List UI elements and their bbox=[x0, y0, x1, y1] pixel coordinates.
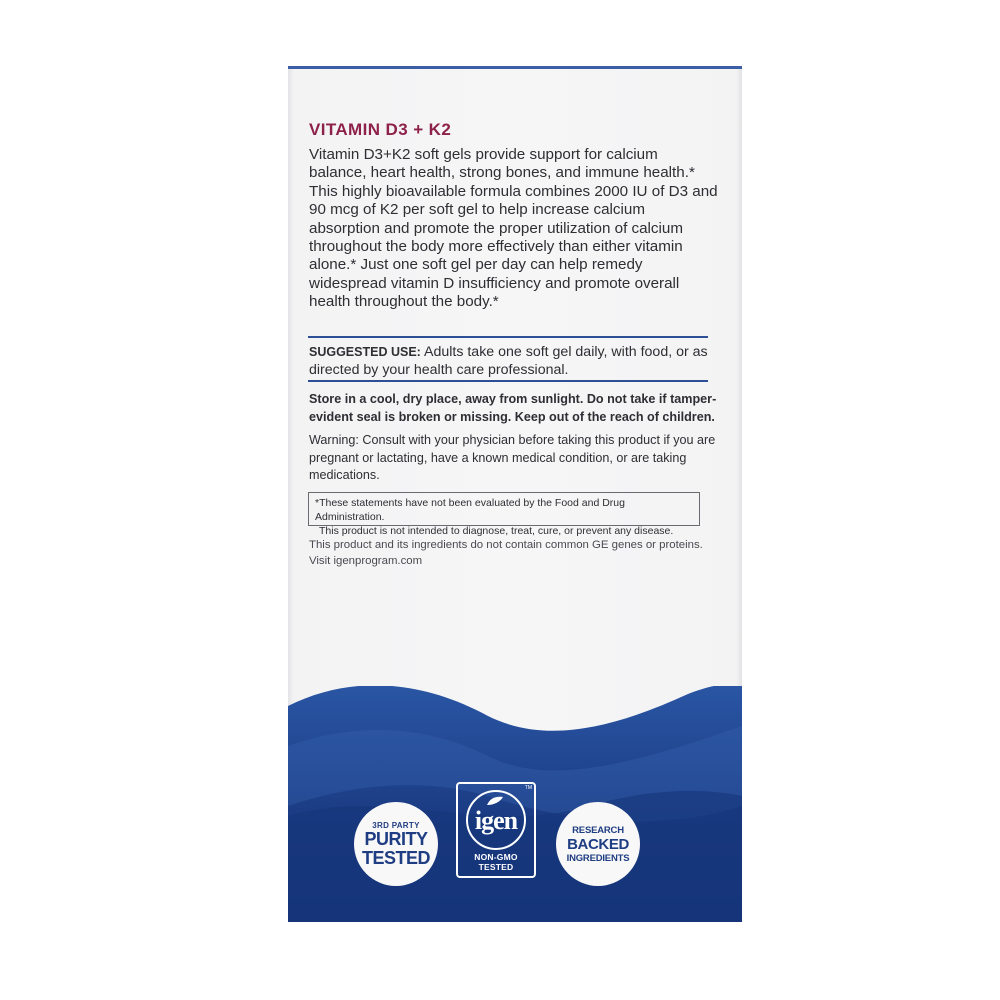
purity-tested-badge bbox=[354, 802, 438, 886]
ge-note: This product and its ingredients do not contain common GE genes or proteins. Visit igenprogram.com bbox=[309, 539, 703, 567]
purity-badge-line-1: 3RD PARTY bbox=[372, 820, 420, 830]
suggested-use bbox=[309, 343, 719, 379]
igen-logo-text: igen bbox=[474, 806, 518, 835]
divider-bottom bbox=[308, 380, 708, 382]
suggested-use-label: SUGGESTED USE: bbox=[309, 345, 421, 359]
warning-label: Warning: bbox=[309, 433, 359, 447]
box-top-edge bbox=[288, 66, 742, 69]
research-badge-line-2: BACKED bbox=[567, 835, 629, 853]
product-description: Vitamin D3+K2 soft gels provide support for calcium balance, heart health, strong bones, and immune health.* This highly bioavailable formula combines 2000 IU of D3 and 90 mcg of K2 per soft gel to help increase calcium absorption and promote the proper utilization of calcium throughout the body more effectively than either vitamin alone.* Just one soft gel per day can help remedy widespread vitamin D insufficiency and promote overall health throughout the body.* bbox=[309, 146, 718, 311]
research-backed-badge bbox=[556, 802, 640, 886]
purity-badge-line-2: PURITY bbox=[364, 828, 428, 849]
igen-footer-line-1: NON-GMO bbox=[474, 852, 518, 862]
product-box-back-panel bbox=[288, 66, 742, 922]
fda-disclaimer bbox=[308, 492, 700, 537]
product-title: VITAMIN D3 + K2 bbox=[309, 120, 452, 139]
purity-badge-line-3: TESTED bbox=[361, 847, 430, 868]
disclaimer-line-2: This product is not intended to diagnose, treat, cure, or prevent any disease. bbox=[319, 525, 674, 537]
disclaimer-line-1: *These statements have not been evaluated by the Food and Drug Administration. bbox=[315, 497, 625, 523]
igen-trademark: TM bbox=[524, 785, 532, 791]
warning-body: Consult with your physician before taking this product if you are pregnant or lactating, have a known medical condition, or are taking medications. bbox=[309, 433, 716, 482]
divider-top bbox=[308, 336, 708, 338]
leaf-icon bbox=[486, 796, 504, 806]
suggested-use-text: Adults take one soft gel daily, with food, or as directed by your health care professional. bbox=[309, 344, 708, 378]
research-badge-line-3: INGREDIENTS bbox=[566, 852, 630, 864]
igen-footer bbox=[458, 852, 534, 872]
igen-non-gmo-badge bbox=[456, 782, 536, 878]
storage-instructions: Store in a cool, dry place, away from sunlight. Do not take if tamper-evident seal is broken or missing. Keep out of the reach of children. bbox=[309, 392, 717, 424]
research-badge-line-1: RESEARCH bbox=[572, 824, 624, 836]
igen-footer-line-2: TESTED bbox=[478, 862, 514, 872]
warning-text bbox=[309, 432, 719, 485]
